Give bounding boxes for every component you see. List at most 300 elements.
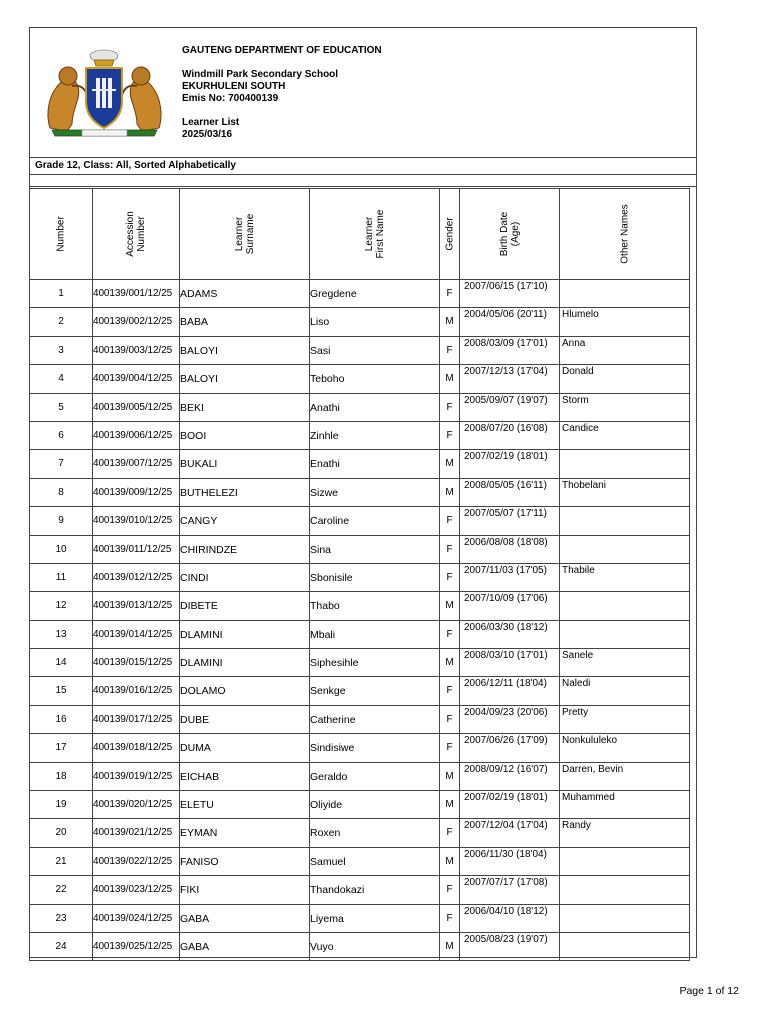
learner-gender: F xyxy=(446,429,453,441)
accession-number: 400139/013/12/25 xyxy=(93,600,173,612)
row-number: 24 xyxy=(55,940,67,952)
accession-number: 400139/002/12/25 xyxy=(93,316,173,328)
birth-date: 2005/08/23 (19'07) xyxy=(464,933,548,945)
birth-date-cell xyxy=(460,649,560,677)
birth-date: 2004/09/23 (20'06) xyxy=(464,706,548,718)
learner-surname: BALOYI xyxy=(180,373,218,386)
header-text: Learner xyxy=(233,216,245,252)
table-row xyxy=(30,478,690,506)
row-number-cell xyxy=(30,280,93,308)
col-header-first-name xyxy=(310,189,440,280)
accession-number: 400139/024/12/25 xyxy=(93,912,173,924)
table-row xyxy=(30,421,690,449)
accession-number: 400139/014/12/25 xyxy=(93,628,173,640)
learner-first-name-cell xyxy=(310,535,440,563)
birth-date-cell xyxy=(460,308,560,336)
accession-number: 400139/018/12/25 xyxy=(93,742,173,754)
accession-number-cell xyxy=(93,847,180,875)
other-names-cell xyxy=(560,507,690,535)
learner-gender-cell xyxy=(440,819,460,847)
learner-surname: DUMA xyxy=(180,742,211,755)
learner-first-name-cell xyxy=(310,478,440,506)
accession-number: 400139/015/12/25 xyxy=(93,657,173,669)
learner-gender: F xyxy=(446,571,453,583)
header-text: Accession xyxy=(125,211,136,257)
header-text: Number xyxy=(55,216,67,252)
row-number: 19 xyxy=(55,799,67,811)
learner-first-name-cell xyxy=(310,649,440,677)
col-header-birth-date xyxy=(460,189,560,280)
learner-surname-cell xyxy=(180,876,310,904)
learner-first-name: Anathi xyxy=(310,401,340,414)
row-number: 11 xyxy=(55,571,67,583)
row-number-cell xyxy=(30,791,93,819)
row-number-cell xyxy=(30,478,93,506)
learner-gender-cell xyxy=(440,421,460,449)
other-names: Randy xyxy=(562,820,591,832)
learner-gender-cell xyxy=(440,478,460,506)
learner-surname-cell xyxy=(180,563,310,591)
learner-gender-cell xyxy=(440,393,460,421)
learner-first-name-cell xyxy=(310,876,440,904)
other-names xyxy=(560,876,689,877)
learner-surname: DLAMINI xyxy=(180,628,223,641)
learner-first-name-cell xyxy=(310,705,440,733)
birth-date-cell xyxy=(460,904,560,932)
learner-gender: F xyxy=(446,288,453,299)
other-names-cell xyxy=(560,705,690,733)
other-names-cell xyxy=(560,819,690,847)
other-names-cell xyxy=(560,336,690,364)
learner-gender: M xyxy=(445,855,454,867)
row-number: 7 xyxy=(58,458,64,470)
divider xyxy=(29,174,697,175)
accession-number: 400139/025/12/25 xyxy=(93,940,173,952)
accession-number: 400139/009/12/25 xyxy=(93,486,173,498)
learner-first-name: Zinhle xyxy=(310,429,339,442)
header-text: Other Names xyxy=(619,204,630,264)
table-row xyxy=(30,280,690,308)
learner-first-name-cell xyxy=(310,563,440,591)
learner-surname: BUTHELEZI xyxy=(180,486,238,499)
other-names: Sanele xyxy=(562,650,594,662)
learner-surname-cell xyxy=(180,507,310,535)
birth-date: 2006/04/10 (18'12) xyxy=(464,905,548,917)
grade-class-line: Grade 12, Class: All, Sorted Alphabetically xyxy=(35,160,236,171)
learner-gender-cell xyxy=(440,876,460,904)
row-number-cell xyxy=(30,819,93,847)
birth-date-cell xyxy=(460,677,560,705)
birth-date-cell xyxy=(460,819,560,847)
accession-number-cell xyxy=(93,450,180,478)
accession-number: 400139/017/12/25 xyxy=(93,713,173,725)
learner-first-name-cell xyxy=(310,450,440,478)
learner-surname: BALOYI xyxy=(180,344,218,357)
learner-table xyxy=(29,188,690,961)
row-number: 22 xyxy=(55,884,67,896)
department-title: GAUTENG DEPARTMENT OF EDUCATION xyxy=(182,45,382,56)
learner-surname: BOOI xyxy=(180,429,207,442)
accession-number-cell xyxy=(93,762,180,790)
other-names-cell xyxy=(560,762,690,790)
other-names: Muhammed xyxy=(562,792,615,804)
accession-number-cell xyxy=(93,507,180,535)
learner-surname: CANGY xyxy=(180,515,218,528)
birth-date-cell xyxy=(460,932,560,960)
learner-surname: ELETU xyxy=(180,799,214,812)
learner-first-name: Teboho xyxy=(310,373,345,386)
learner-gender-cell xyxy=(440,592,460,620)
learner-first-name-cell xyxy=(310,734,440,762)
row-number: 9 xyxy=(58,515,64,527)
other-names: Hlumelo xyxy=(562,309,599,321)
learner-gender: F xyxy=(446,912,453,924)
header-text: (Age) xyxy=(509,221,521,247)
other-names-cell xyxy=(560,876,690,904)
birth-date-cell xyxy=(460,762,560,790)
coat-of-arms-logo xyxy=(42,46,167,138)
learner-surname-cell xyxy=(180,705,310,733)
table-row xyxy=(30,365,690,393)
birth-date: 2008/09/12 (16'07) xyxy=(464,763,548,775)
learner-gender-cell xyxy=(440,507,460,535)
learner-first-name: Enathi xyxy=(310,458,340,471)
learner-gender: F xyxy=(446,628,453,640)
table-row xyxy=(30,620,690,648)
learner-first-name-cell xyxy=(310,932,440,960)
other-names: Darren, Bevin xyxy=(562,763,624,775)
learner-gender-cell xyxy=(440,734,460,762)
learner-first-name-cell xyxy=(310,904,440,932)
learner-gender-cell xyxy=(440,336,460,364)
learner-gender-cell xyxy=(440,762,460,790)
birth-date: 2007/05/07 (17'11) xyxy=(464,508,547,520)
row-number: 20 xyxy=(55,827,67,839)
learner-first-name: Liyema xyxy=(310,912,344,925)
learner-first-name: Mbali xyxy=(310,628,336,641)
header-text: Birth Date xyxy=(498,211,510,257)
learner-first-name-cell xyxy=(310,677,440,705)
birth-date-cell xyxy=(460,791,560,819)
row-number: 8 xyxy=(58,486,64,498)
accession-number-cell xyxy=(93,478,180,506)
learner-surname-cell xyxy=(180,762,310,790)
other-names-cell xyxy=(560,904,690,932)
table-header-row xyxy=(30,189,690,280)
learner-gender: M xyxy=(445,486,454,498)
accession-number: 400139/007/12/25 xyxy=(93,458,173,470)
birth-date-cell xyxy=(460,280,560,308)
learner-surname-cell xyxy=(180,450,310,478)
table-row xyxy=(30,592,690,620)
other-names-cell xyxy=(560,421,690,449)
learner-surname: DOLAMO xyxy=(180,685,226,698)
row-number-cell xyxy=(30,847,93,875)
table-body xyxy=(30,280,690,961)
header-text: Learner xyxy=(363,216,375,252)
learner-surname: ADAMS xyxy=(180,288,218,300)
row-number-cell xyxy=(30,705,93,733)
birth-date: 2005/09/07 (19'07) xyxy=(464,394,548,406)
other-names-cell xyxy=(560,535,690,563)
table-row xyxy=(30,705,690,733)
birth-date: 2004/05/06 (20'11) xyxy=(464,309,547,321)
other-names xyxy=(560,507,689,508)
other-names-cell xyxy=(560,734,690,762)
row-number: 10 xyxy=(55,543,67,555)
row-number: 17 xyxy=(55,742,67,754)
accession-number: 400139/023/12/25 xyxy=(93,884,173,896)
learner-surname-cell xyxy=(180,421,310,449)
birth-date: 2007/11/03 (17'05) xyxy=(464,564,547,576)
learner-surname-cell xyxy=(180,535,310,563)
learner-gender: F xyxy=(446,344,453,356)
row-number: 21 xyxy=(55,855,67,867)
accession-number: 400139/019/12/25 xyxy=(93,770,173,782)
accession-number: 400139/003/12/25 xyxy=(93,344,173,356)
table-row xyxy=(30,535,690,563)
learner-gender: F xyxy=(446,401,453,413)
learner-first-name-cell xyxy=(310,507,440,535)
birth-date: 2007/02/19 (18'01) xyxy=(464,792,548,804)
other-names: Thabile xyxy=(562,564,595,576)
accession-number-cell xyxy=(93,308,180,336)
birth-date-cell xyxy=(460,336,560,364)
learner-first-name: Sasi xyxy=(310,344,331,357)
accession-number-cell xyxy=(93,677,180,705)
learner-first-name: Caroline xyxy=(310,515,350,528)
row-number: 4 xyxy=(58,373,64,385)
other-names-cell xyxy=(560,649,690,677)
other-names: Storm xyxy=(562,394,589,406)
learner-surname-cell xyxy=(180,393,310,421)
learner-gender-cell xyxy=(440,847,460,875)
row-number: 18 xyxy=(55,770,67,782)
learner-surname-cell xyxy=(180,819,310,847)
learner-first-name-cell xyxy=(310,592,440,620)
learner-first-name: Sbonisile xyxy=(310,571,353,584)
row-number: 6 xyxy=(58,429,64,441)
learner-surname: CHIRINDZE xyxy=(180,543,238,556)
birth-date-cell xyxy=(460,393,560,421)
learner-surname-cell xyxy=(180,280,310,308)
birth-date: 2008/07/20 (16'08) xyxy=(464,422,548,434)
learner-surname: FIKI xyxy=(180,884,200,897)
learner-first-name-cell xyxy=(310,336,440,364)
report-date: 2025/03/16 xyxy=(182,129,233,140)
learner-first-name: Thandokazi xyxy=(310,884,365,897)
learner-surname-cell xyxy=(180,904,310,932)
birth-date-cell xyxy=(460,365,560,393)
learner-gender-cell xyxy=(440,932,460,960)
other-names-cell xyxy=(560,592,690,620)
accession-number-cell xyxy=(93,705,180,733)
birth-date-cell xyxy=(460,563,560,591)
row-number-cell xyxy=(30,421,93,449)
learner-first-name: Gregdene xyxy=(310,288,357,300)
learner-gender: M xyxy=(445,600,454,612)
table-row xyxy=(30,932,690,960)
accession-number-cell xyxy=(93,421,180,449)
learner-gender: M xyxy=(445,373,454,385)
accession-number-cell xyxy=(93,649,180,677)
row-number: 3 xyxy=(58,344,64,356)
other-names xyxy=(560,536,689,537)
accession-number-cell xyxy=(93,932,180,960)
learner-first-name-cell xyxy=(310,791,440,819)
birth-date: 2007/06/15 (17'10) xyxy=(464,281,548,292)
table-row xyxy=(30,677,690,705)
learner-first-name-cell xyxy=(310,847,440,875)
row-number-cell xyxy=(30,762,93,790)
row-number-cell xyxy=(30,308,93,336)
accession-number-cell xyxy=(93,365,180,393)
learner-gender: M xyxy=(445,458,454,470)
header-text: First Name xyxy=(374,209,386,259)
other-names-cell xyxy=(560,393,690,421)
learner-gender: M xyxy=(445,940,454,952)
table-row xyxy=(30,507,690,535)
birth-date-cell xyxy=(460,734,560,762)
learner-first-name-cell xyxy=(310,393,440,421)
birth-date: 2008/03/10 (17'01) xyxy=(464,650,548,662)
row-number-cell xyxy=(30,336,93,364)
other-names: Candice xyxy=(562,422,599,434)
district-name: EKURHULENI SOUTH xyxy=(182,81,286,92)
learner-gender-cell xyxy=(440,904,460,932)
other-names: Naledi xyxy=(562,678,591,690)
other-names xyxy=(560,592,689,593)
table-row xyxy=(30,393,690,421)
header-text: Number xyxy=(136,216,147,252)
learner-gender-cell xyxy=(440,705,460,733)
learner-first-name: Sizwe xyxy=(310,486,339,499)
table-row xyxy=(30,876,690,904)
accession-number: 400139/011/12/25 xyxy=(93,543,172,555)
col-header-number xyxy=(30,189,93,280)
learner-surname: CINDI xyxy=(180,571,209,584)
learner-gender: M xyxy=(445,316,454,328)
table-row xyxy=(30,649,690,677)
birth-date-cell xyxy=(460,450,560,478)
row-number-cell xyxy=(30,393,93,421)
table-row xyxy=(30,791,690,819)
table-row xyxy=(30,308,690,336)
row-number: 16 xyxy=(55,713,67,725)
learner-surname: DLAMINI xyxy=(180,657,223,670)
birth-date-cell xyxy=(460,478,560,506)
accession-number-cell xyxy=(93,819,180,847)
birth-date: 2008/03/09 (17'01) xyxy=(464,337,548,349)
birth-date-cell xyxy=(460,876,560,904)
accession-number: 400139/001/12/25 xyxy=(93,288,173,299)
other-names xyxy=(560,933,689,934)
birth-date: 2006/11/30 (18'04) xyxy=(464,848,547,860)
birth-date-cell xyxy=(460,620,560,648)
row-number: 23 xyxy=(55,912,67,924)
learner-gender-cell xyxy=(440,791,460,819)
learner-first-name: Roxen xyxy=(310,827,341,840)
other-names: Pretty xyxy=(562,706,589,718)
table-row xyxy=(30,563,690,591)
learner-first-name: Samuel xyxy=(310,855,346,868)
accession-number-cell xyxy=(93,620,180,648)
learner-first-name-cell xyxy=(310,620,440,648)
learner-first-name: Thabo xyxy=(310,600,340,613)
accession-number-cell xyxy=(93,592,180,620)
learner-surname-cell xyxy=(180,620,310,648)
learner-gender-cell xyxy=(440,563,460,591)
learner-first-name: Senkge xyxy=(310,685,346,698)
row-number: 13 xyxy=(55,628,67,640)
row-number: 2 xyxy=(58,316,64,328)
accession-number: 400139/021/12/25 xyxy=(93,827,173,839)
table-row xyxy=(30,336,690,364)
birth-date-cell xyxy=(460,535,560,563)
col-header-gender xyxy=(440,189,460,280)
row-number-cell xyxy=(30,649,93,677)
learner-first-name-cell xyxy=(310,365,440,393)
learner-first-name: Geraldo xyxy=(310,770,348,783)
row-number: 5 xyxy=(58,401,64,413)
row-number-cell xyxy=(30,876,93,904)
learner-first-name: Catherine xyxy=(310,713,356,726)
learner-gender-cell xyxy=(440,649,460,677)
other-names-cell xyxy=(560,478,690,506)
accession-number-cell xyxy=(93,791,180,819)
col-header-accession xyxy=(93,189,180,280)
table-row xyxy=(30,819,690,847)
learner-first-name: Liso xyxy=(310,316,330,329)
row-number-cell xyxy=(30,365,93,393)
learner-gender: M xyxy=(445,657,454,669)
table-row xyxy=(30,847,690,875)
birth-date: 2006/08/08 (18'08) xyxy=(464,536,548,548)
other-names-cell xyxy=(560,365,690,393)
learner-first-name-cell xyxy=(310,421,440,449)
other-names-cell xyxy=(560,450,690,478)
learner-first-name: Sina xyxy=(310,543,332,556)
learner-surname: DIBETE xyxy=(180,600,218,613)
other-names-cell xyxy=(560,563,690,591)
learner-gender: F xyxy=(446,742,453,754)
learner-first-name: Siphesihle xyxy=(310,657,359,670)
other-names xyxy=(560,450,689,451)
learner-gender: F xyxy=(446,827,453,839)
accession-number: 400139/004/12/25 xyxy=(93,373,173,385)
other-names-cell xyxy=(560,791,690,819)
row-number-cell xyxy=(30,677,93,705)
learner-gender-cell xyxy=(440,308,460,336)
birth-date-cell xyxy=(460,847,560,875)
learner-surname-cell xyxy=(180,478,310,506)
row-number-cell xyxy=(30,932,93,960)
other-names xyxy=(560,905,689,906)
accession-number-cell xyxy=(93,876,180,904)
other-names-cell xyxy=(560,280,690,308)
birth-date: 2007/10/09 (17'06) xyxy=(464,593,548,605)
page-number: Page 1 of 12 xyxy=(679,985,739,997)
other-names xyxy=(560,621,689,622)
learner-surname-cell xyxy=(180,734,310,762)
learner-surname-cell xyxy=(180,847,310,875)
birth-date: 2008/05/05 (16'11) xyxy=(464,479,547,491)
row-number-cell xyxy=(30,450,93,478)
learner-surname: BEKI xyxy=(180,401,204,414)
learner-gender: F xyxy=(446,543,453,555)
accession-number: 400139/016/12/25 xyxy=(93,685,173,697)
learner-gender-cell xyxy=(440,677,460,705)
